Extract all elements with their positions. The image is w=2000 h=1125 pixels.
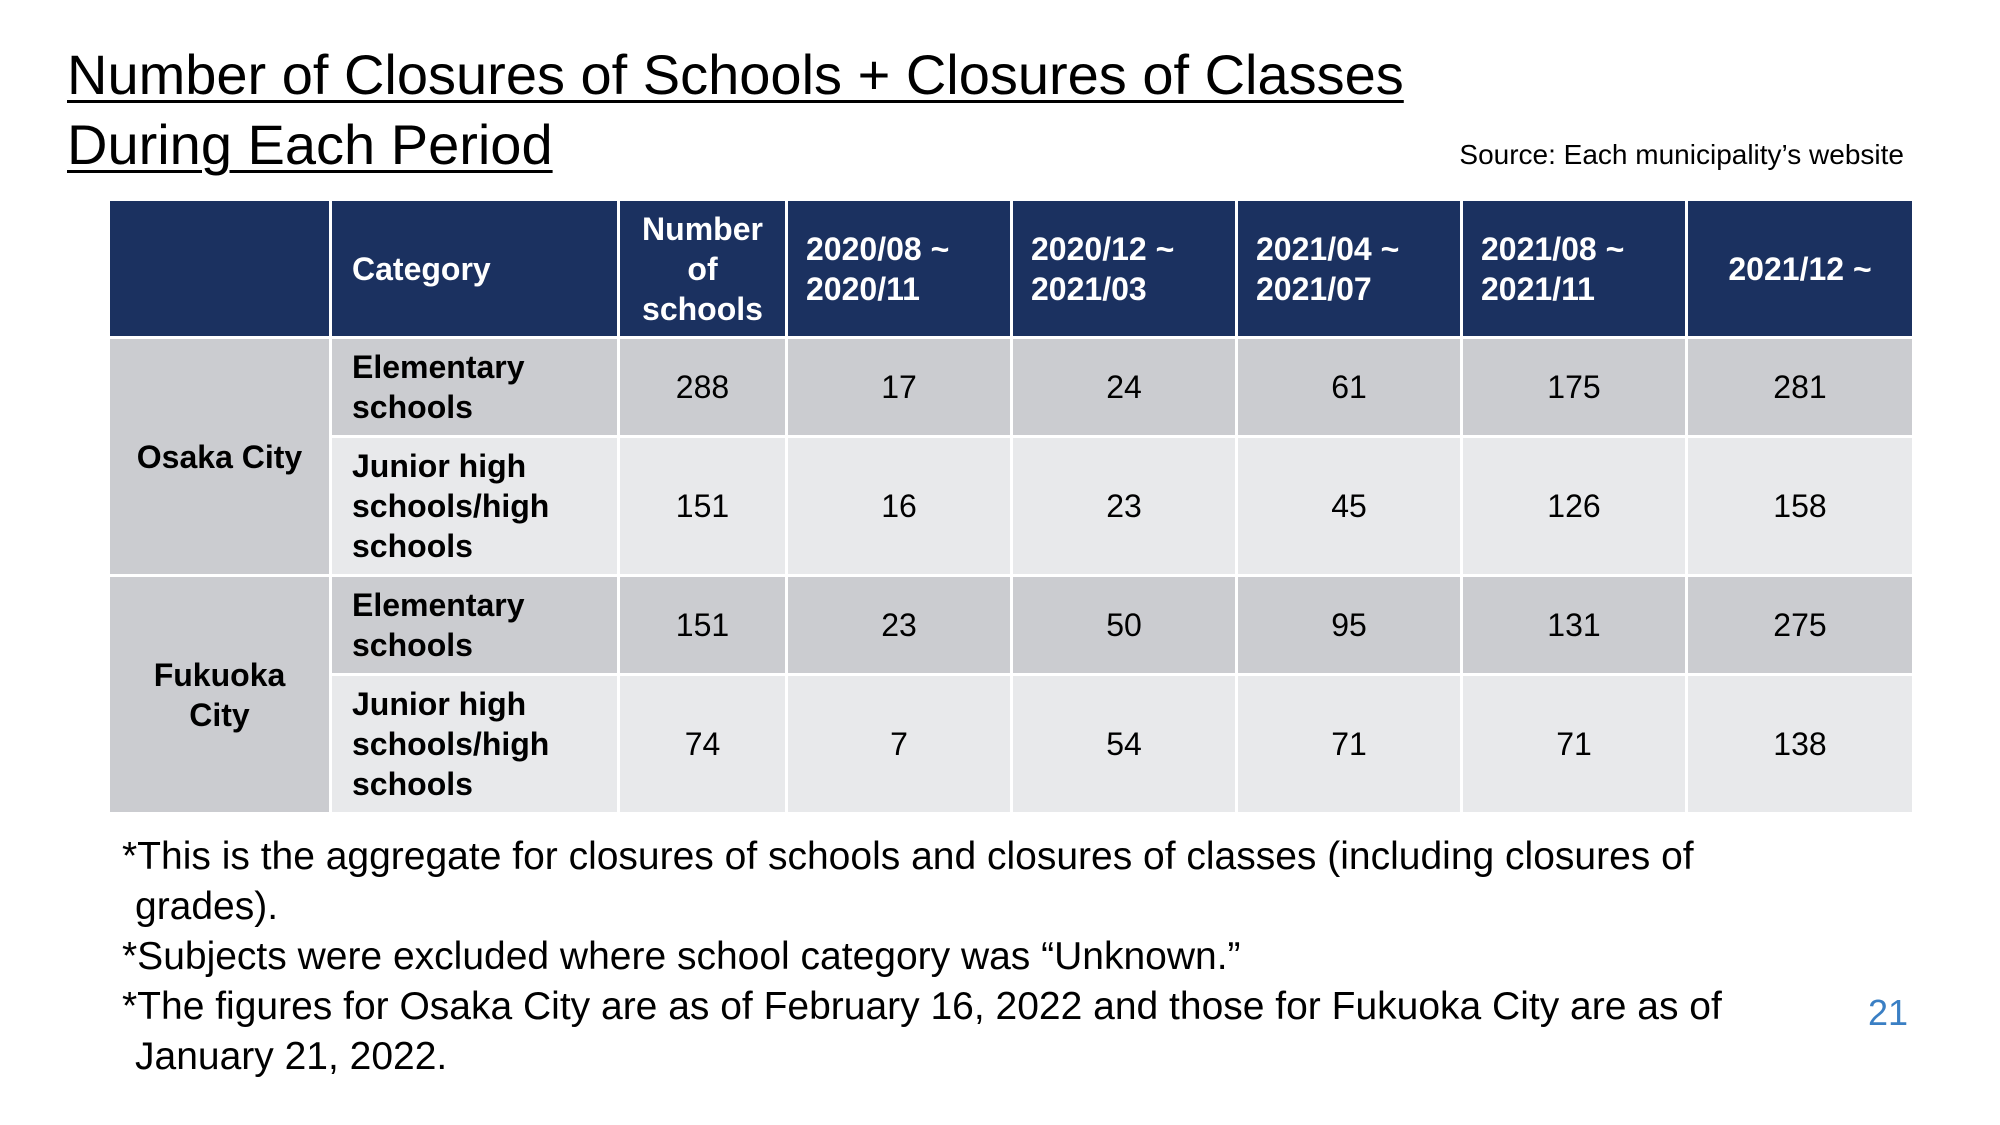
header-period-2: 2020/12 ~ 2021/03 — [1012, 200, 1237, 338]
header-period-1: 2020/08 ~ 2020/11 — [787, 200, 1012, 338]
category-cell: Junior high schools/high schools — [331, 675, 619, 814]
closures-table — [107, 198, 1915, 815]
header-period-5: 2021/12 ~ — [1687, 200, 1914, 338]
value-cell: 61 — [1237, 338, 1462, 437]
title-line-1: Number of Closures of Schools + Closures of Classes — [67, 43, 1404, 106]
value-cell: 138 — [1687, 675, 1914, 814]
category-cell: Junior high schools/high schools — [331, 437, 619, 576]
footnote-1: *This is the aggregate for closures of schools and closures of classes (including closures of grades). — [122, 835, 1694, 928]
footnotes — [122, 832, 1882, 1082]
value-cell: 131 — [1462, 576, 1687, 675]
category-cell: Elementary schools — [331, 338, 619, 437]
table-row — [109, 338, 1914, 437]
header-number-of-schools: Number of schools — [619, 200, 787, 338]
num-schools-cell: 74 — [619, 675, 787, 814]
value-cell: 23 — [787, 576, 1012, 675]
value-cell: 23 — [1012, 437, 1237, 576]
value-cell: 281 — [1687, 338, 1914, 437]
value-cell: 71 — [1462, 675, 1687, 814]
value-cell: 7 — [787, 675, 1012, 814]
value-cell: 45 — [1237, 437, 1462, 576]
num-schools-cell: 151 — [619, 437, 787, 576]
header-period-3: 2021/04 ~ 2021/07 — [1237, 200, 1462, 338]
header-city — [109, 200, 331, 338]
title-line-2: During Each Period — [67, 113, 553, 176]
city-osaka: Osaka City — [109, 338, 331, 576]
value-cell: 54 — [1012, 675, 1237, 814]
value-cell: 275 — [1687, 576, 1914, 675]
city-fukuoka: Fukuoka City — [109, 576, 331, 814]
value-cell: 50 — [1012, 576, 1237, 675]
value-cell: 17 — [787, 338, 1012, 437]
value-cell: 175 — [1462, 338, 1687, 437]
page-number: 21 — [1868, 992, 1909, 1033]
table-row — [109, 576, 1914, 675]
value-cell: 158 — [1687, 437, 1914, 576]
value-cell: 16 — [787, 437, 1012, 576]
value-cell: 126 — [1462, 437, 1687, 576]
footnote-3: *The figures for Osaka City are as of February 16, 2022 and those for Fukuoka City are as of January 21, 2022. — [122, 985, 1722, 1078]
category-cell: Elementary schools — [331, 576, 619, 675]
page-title — [67, 40, 1404, 180]
footnote-2: *Subjects were excluded where school category was “Unknown.” — [122, 935, 1241, 978]
value-cell: 24 — [1012, 338, 1237, 437]
header-period-4: 2021/08 ~ 2021/11 — [1462, 200, 1687, 338]
header-row — [109, 200, 1914, 338]
header-category: Category — [331, 200, 619, 338]
source-note: Source: Each municipality’s website — [1459, 139, 1904, 170]
table-row — [109, 437, 1914, 576]
table-row — [109, 675, 1914, 814]
num-schools-cell: 288 — [619, 338, 787, 437]
value-cell: 95 — [1237, 576, 1462, 675]
value-cell: 71 — [1237, 675, 1462, 814]
num-schools-cell: 151 — [619, 576, 787, 675]
